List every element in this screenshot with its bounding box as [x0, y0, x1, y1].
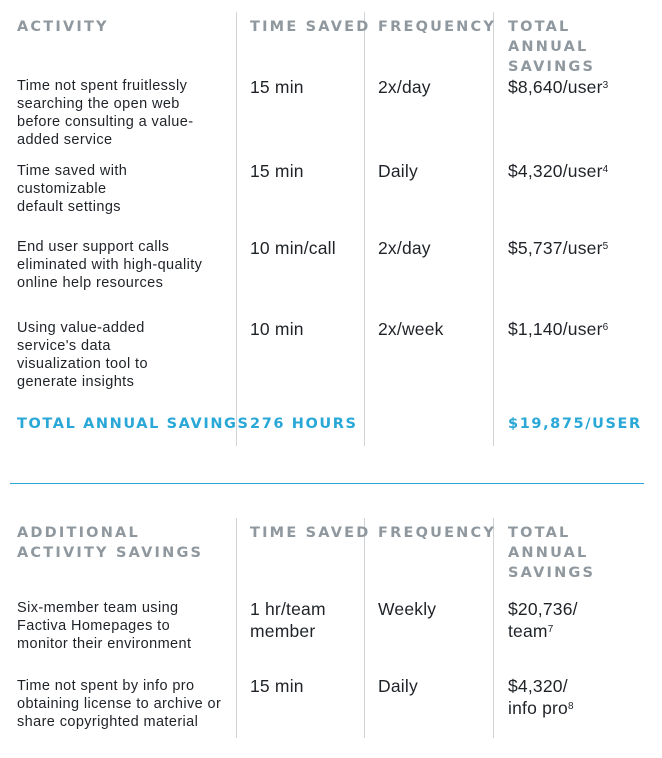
savings-cell: $8,640/user$^3$: [508, 77, 609, 97]
frequency-cell: 2x/day: [378, 77, 431, 97]
column-divider: [364, 12, 365, 446]
header-time-saved: TIME SAVED: [250, 19, 371, 35]
time-saved-cell: 10 min/call: [250, 238, 336, 258]
column-divider: [493, 518, 494, 738]
column-divider: [236, 12, 237, 446]
column-divider: [236, 518, 237, 738]
frequency-cell: 2x/week: [378, 319, 444, 339]
footnote-ref: 4: [602, 164, 609, 175]
header-frequency: FREQUENCY: [378, 19, 497, 35]
time-saved-cell: 15 min: [250, 77, 304, 97]
savings-cell: $1,140/user$^6$: [508, 319, 609, 339]
section-divider: [10, 483, 644, 484]
activity-cell: End user support calls eliminated with high-quality online help resources: [17, 239, 203, 291]
header-total-annual-savings: TOTAL ANNUAL SAVINGS: [508, 19, 596, 75]
footnote-ref: 5: [602, 241, 609, 252]
time-saved-cell: 15 min: [250, 161, 304, 181]
header-additional-activity-savings: ADDITIONAL ACTIVITY SAVINGS: [17, 525, 204, 561]
footnote-ref: 6: [602, 322, 609, 333]
total-savings: $19,875/USER: [508, 416, 642, 432]
frequency-cell: 2x/day: [378, 238, 431, 258]
total-hours: 276 HOURS: [250, 416, 358, 432]
activity-cell: Time not spent by info pro obtaining license to archive or share copyrighted material: [17, 678, 222, 730]
frequency-cell: Daily: [378, 161, 418, 181]
header-frequency: FREQUENCY: [378, 525, 497, 541]
savings-cell: $5,737/user$^5$: [508, 238, 609, 258]
frequency-cell: Weekly: [378, 599, 437, 619]
header-time-saved: TIME SAVED: [250, 525, 371, 541]
frequency-cell: Daily: [378, 676, 418, 696]
header-total-annual-savings: TOTAL ANNUAL SAVINGS: [508, 525, 596, 581]
footnote-ref: 8: [567, 701, 574, 712]
footnote-ref: 3: [602, 80, 609, 91]
footnote-ref: 7: [547, 624, 554, 635]
savings-cell: $4,320/user$^4$: [508, 161, 609, 181]
header-activity: ACTIVITY: [17, 19, 109, 35]
activity-cell: Six-member team using Factiva Homepages to monitor their environment: [17, 600, 192, 652]
savings-cell: $20,736/ team$^7$: [508, 599, 578, 641]
column-divider: [364, 518, 365, 738]
activity-cell: Time saved with customizable default settings: [17, 163, 128, 215]
time-saved-cell: 10 min: [250, 319, 304, 339]
total-label: TOTAL ANNUAL SAVINGS: [17, 416, 250, 432]
activity-cell: Using value-added service's data visualization tool to generate insights: [17, 320, 148, 390]
time-saved-cell: 1 hr/team member: [250, 599, 326, 641]
column-divider: [493, 12, 494, 446]
savings-cell: $4,320/ info pro$^8$: [508, 676, 574, 718]
activity-cell: Time not spent fruitlessly searching the open web before consulting a value-added service: [17, 78, 194, 148]
time-saved-cell: 15 min: [250, 676, 304, 696]
